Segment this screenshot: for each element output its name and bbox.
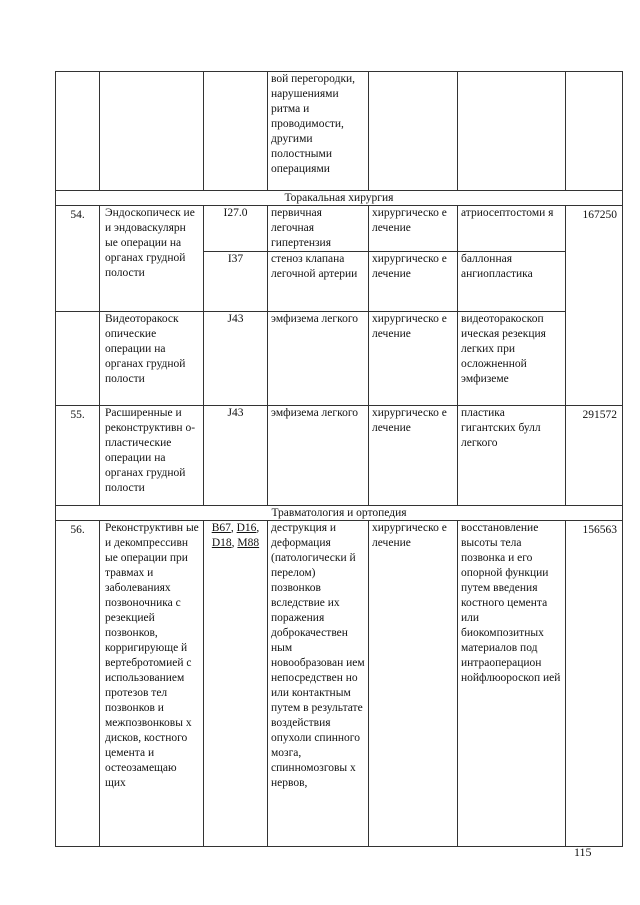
price-value: 291572 [566,406,623,506]
table-row-54-videothoracoscopic [56,312,623,406]
icd-link-d16[interactable]: D16 [236,522,257,534]
treatment-method: пластика гигантских булл легкого [458,406,566,506]
section-title-thoracic: Торакальная хирургия [56,191,623,206]
icd-code: J43 [204,312,268,406]
illness-model: деструкция и деформация (патологически й перелом) позвонков вследствие их поражения доброкачествен ным новообразован ием непосредствен но или контактным путем в результате воздействия опухоли спинного мозга, спинномозговы х нервов, [268,521,369,847]
icd-code: I27.0 [204,206,268,252]
treatment-method: атриосептостоми я [458,206,566,252]
section-row-thoracic [56,191,623,206]
icd-link-b67[interactable]: B67 [211,522,231,534]
medical-procedures-table [55,71,623,847]
treatment-method: видеоторакоскоп ическая резекция легких при осложненной эмфиземе [458,312,566,406]
illness-model: эмфизема легкого [268,406,369,506]
treatment-method: баллонная ангиопластика [458,252,566,312]
table-row-continued [56,72,623,191]
illness-model: стеноз клапана легочной артерии [268,252,369,312]
cell-treatment [369,72,458,191]
table-row-55 [56,406,623,506]
icd-code-list [204,521,268,847]
treatment-type: хирургическо е лечение [369,406,458,506]
icd-link-m88[interactable]: M88 [237,537,260,549]
icd-code: I37 [204,252,268,312]
row-number: 56. [56,521,100,847]
cell-method [458,72,566,191]
illness-model: эмфизема легкого [268,312,369,406]
table-row-54 [56,206,623,252]
section-row-trauma [56,506,623,521]
row-number: 55. [56,406,100,506]
icd-code: J43 [204,406,268,506]
treatment-type: хирургическо е лечение [369,521,458,847]
treatment-method: восстановление высоты тела позвонка и его опорной функции путем введения костного цемента или биокомпозитных материалов под интраоперацион нойфлюороскоп ией [458,521,566,847]
illness-model: первичная легочная гипертензия [268,206,369,252]
price-value: 156563 [566,521,623,847]
treatment-type: хирургическо е лечение [369,252,458,312]
cell-illness: вой перегородки, нарушениями ритма и проводимости, другими полостными операциями [268,72,369,191]
cell-num [56,72,100,191]
treatment-type: хирургическо е лечение [369,206,458,252]
treatment-type: хирургическо е лечение [369,312,458,406]
cell-price [566,72,623,191]
code-separator: , [231,537,238,549]
cell-code [204,72,268,191]
procedure-group-name: Реконструктивн ые и декомпрессивн ые операции при травмах и заболеваниях позвоночника с резекцией позвонков, корригирующе й вертебротомией с использованием протезов тел позвонков и межпозвонковы х дисков, костного цемента и остеозамещаю щих [100,521,204,847]
row-number: 54. [56,206,100,312]
table-row-56 [56,521,623,847]
procedure-group-name: Эндоскопическ ие и эндоваскулярн ые операции на органах грудной полости [100,206,204,312]
section-title-trauma: Травматология и ортопедия [56,506,623,521]
page-number: 115 [574,845,592,859]
icd-link-d18[interactable]: D18 [211,537,232,549]
price-value: 167250 [566,206,623,406]
code-separator: , [230,522,237,534]
procedure-group-name: Расширенные и реконструктивн о-пластические операции на органах грудной полости [100,406,204,506]
cell-name [100,72,204,191]
procedure-group-name: Видеоторакоск опические операции на органах грудной полости [100,312,204,406]
code-separator: , [256,522,260,534]
row-number-empty [56,312,100,406]
